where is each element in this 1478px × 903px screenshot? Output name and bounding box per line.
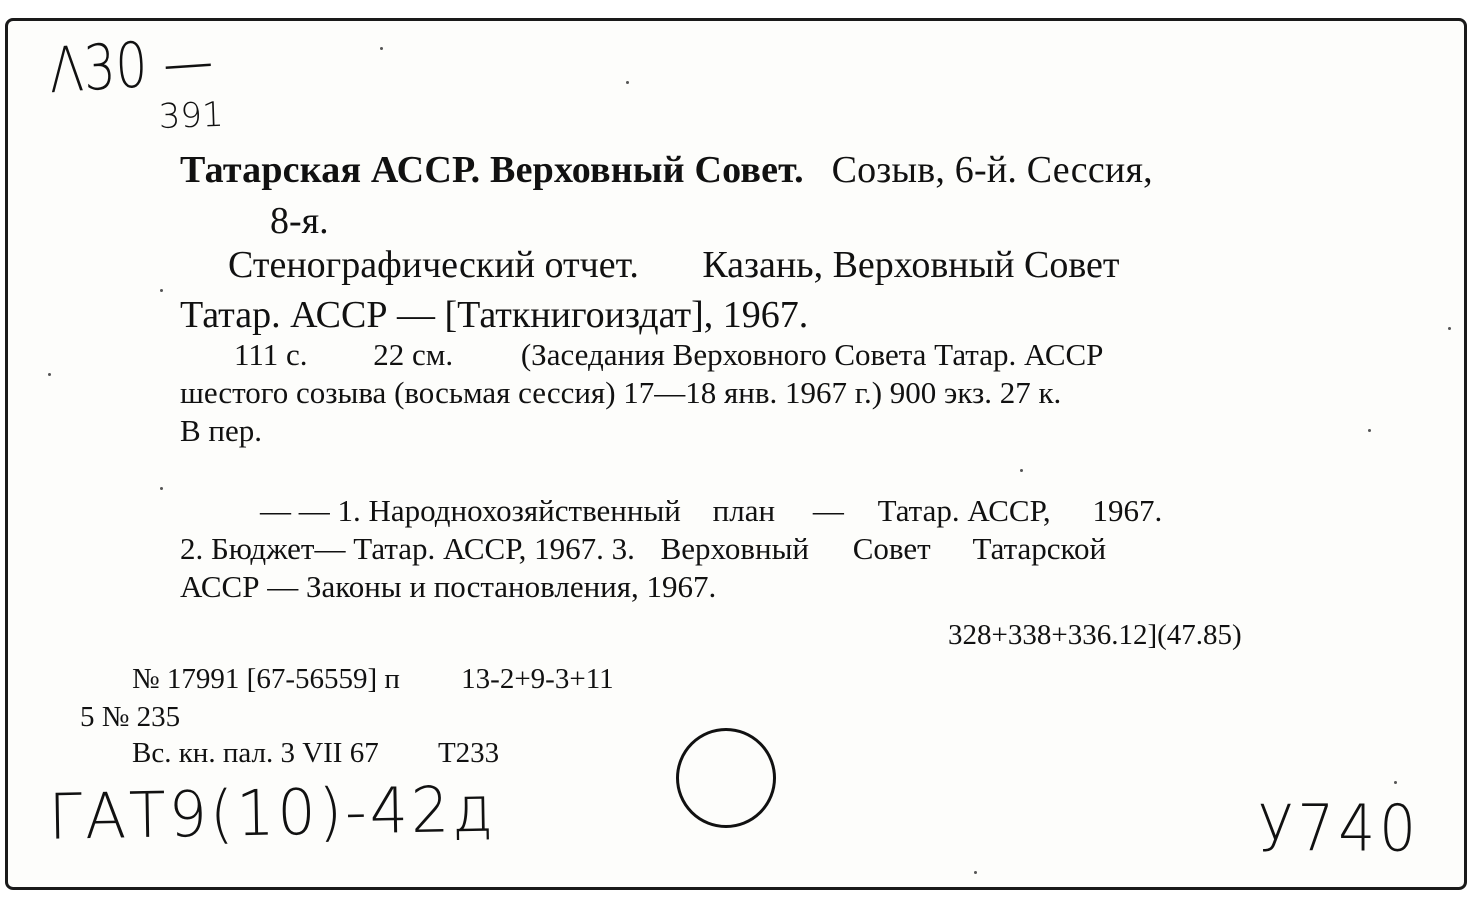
subject-2: 2. Бюджет— Татар. АССР, 1967. 3. <box>180 531 635 566</box>
speck <box>160 289 163 292</box>
speck <box>626 81 629 84</box>
subjects-line1 <box>260 493 1162 529</box>
description-line1 <box>234 337 1103 373</box>
title-line2: Татар. АССР — [Таткнигоиздат], 1967. <box>180 294 809 336</box>
handwritten-inventory: У740 <box>1258 791 1421 866</box>
speck <box>380 47 383 50</box>
size: 22 см. <box>373 337 454 372</box>
heading-corporate-author: Татарская АССР. Верховный Совет. <box>180 149 804 191</box>
heading-line2: 8-я. <box>270 200 329 242</box>
footer-line1 <box>132 663 614 696</box>
catalog-card <box>5 18 1467 890</box>
classification-number: 328+338+336.12](47.85) <box>948 619 1242 651</box>
distribution-code: 13-2+9-3+11 <box>461 663 614 695</box>
subject-1-year: 1967. <box>1092 493 1163 528</box>
subject-3-c: Татарской <box>972 531 1107 566</box>
speck <box>1394 781 1397 784</box>
series-note: (Заседания Верховного Совета Татар. АССР <box>520 337 1104 372</box>
circle-mark <box>676 728 776 828</box>
subject-1: — — 1. Народнохозяйственный <box>260 493 681 528</box>
speck <box>1368 429 1371 432</box>
subject-3-b: Совет <box>852 531 931 566</box>
subjects-line3: АССР — Законы и постановления, 1967. <box>180 569 717 604</box>
description-line3: В пер. <box>180 413 263 448</box>
record-number: № 17991 [67-56559] п <box>132 663 400 695</box>
subject-1-word: план <box>712 493 776 528</box>
heading-session: Созыв, 6-й. Сессия, <box>831 149 1153 191</box>
title-line1 <box>228 243 1120 287</box>
subjects-line2 <box>180 531 1106 567</box>
speck <box>48 373 51 376</box>
copy-number: 5 № 235 <box>80 701 181 733</box>
handwritten-shelfmark-line1: Λ30 — <box>48 24 215 108</box>
speck <box>974 871 977 874</box>
speck <box>160 487 163 490</box>
speck <box>1020 469 1023 472</box>
title-text: Стенографический отчет. <box>228 244 639 286</box>
description-line2: шестого созыва (восьмая сессия) 17—18 янв. 1967 г.) 900 экз. 27 к. <box>180 375 1062 410</box>
handwritten-call-number: ГАТ9(10)-42д <box>48 772 497 855</box>
order-number: Т233 <box>437 737 500 769</box>
imprint-place: Казань, Верховный Совет <box>702 244 1120 286</box>
handwritten-shelfmark-line2: 391 <box>158 94 225 137</box>
subject-3-a: Верховный <box>660 531 809 566</box>
subject-1-dash: — <box>812 493 844 528</box>
heading-line1 <box>180 148 1153 192</box>
pages: 111 с. <box>234 337 308 372</box>
subject-1-place: Татар. АССР, <box>877 493 1051 528</box>
publisher-note: Вс. кн. пал. 3 VII 67 <box>132 737 379 769</box>
footer-line3 <box>132 737 499 770</box>
speck <box>1448 327 1451 330</box>
